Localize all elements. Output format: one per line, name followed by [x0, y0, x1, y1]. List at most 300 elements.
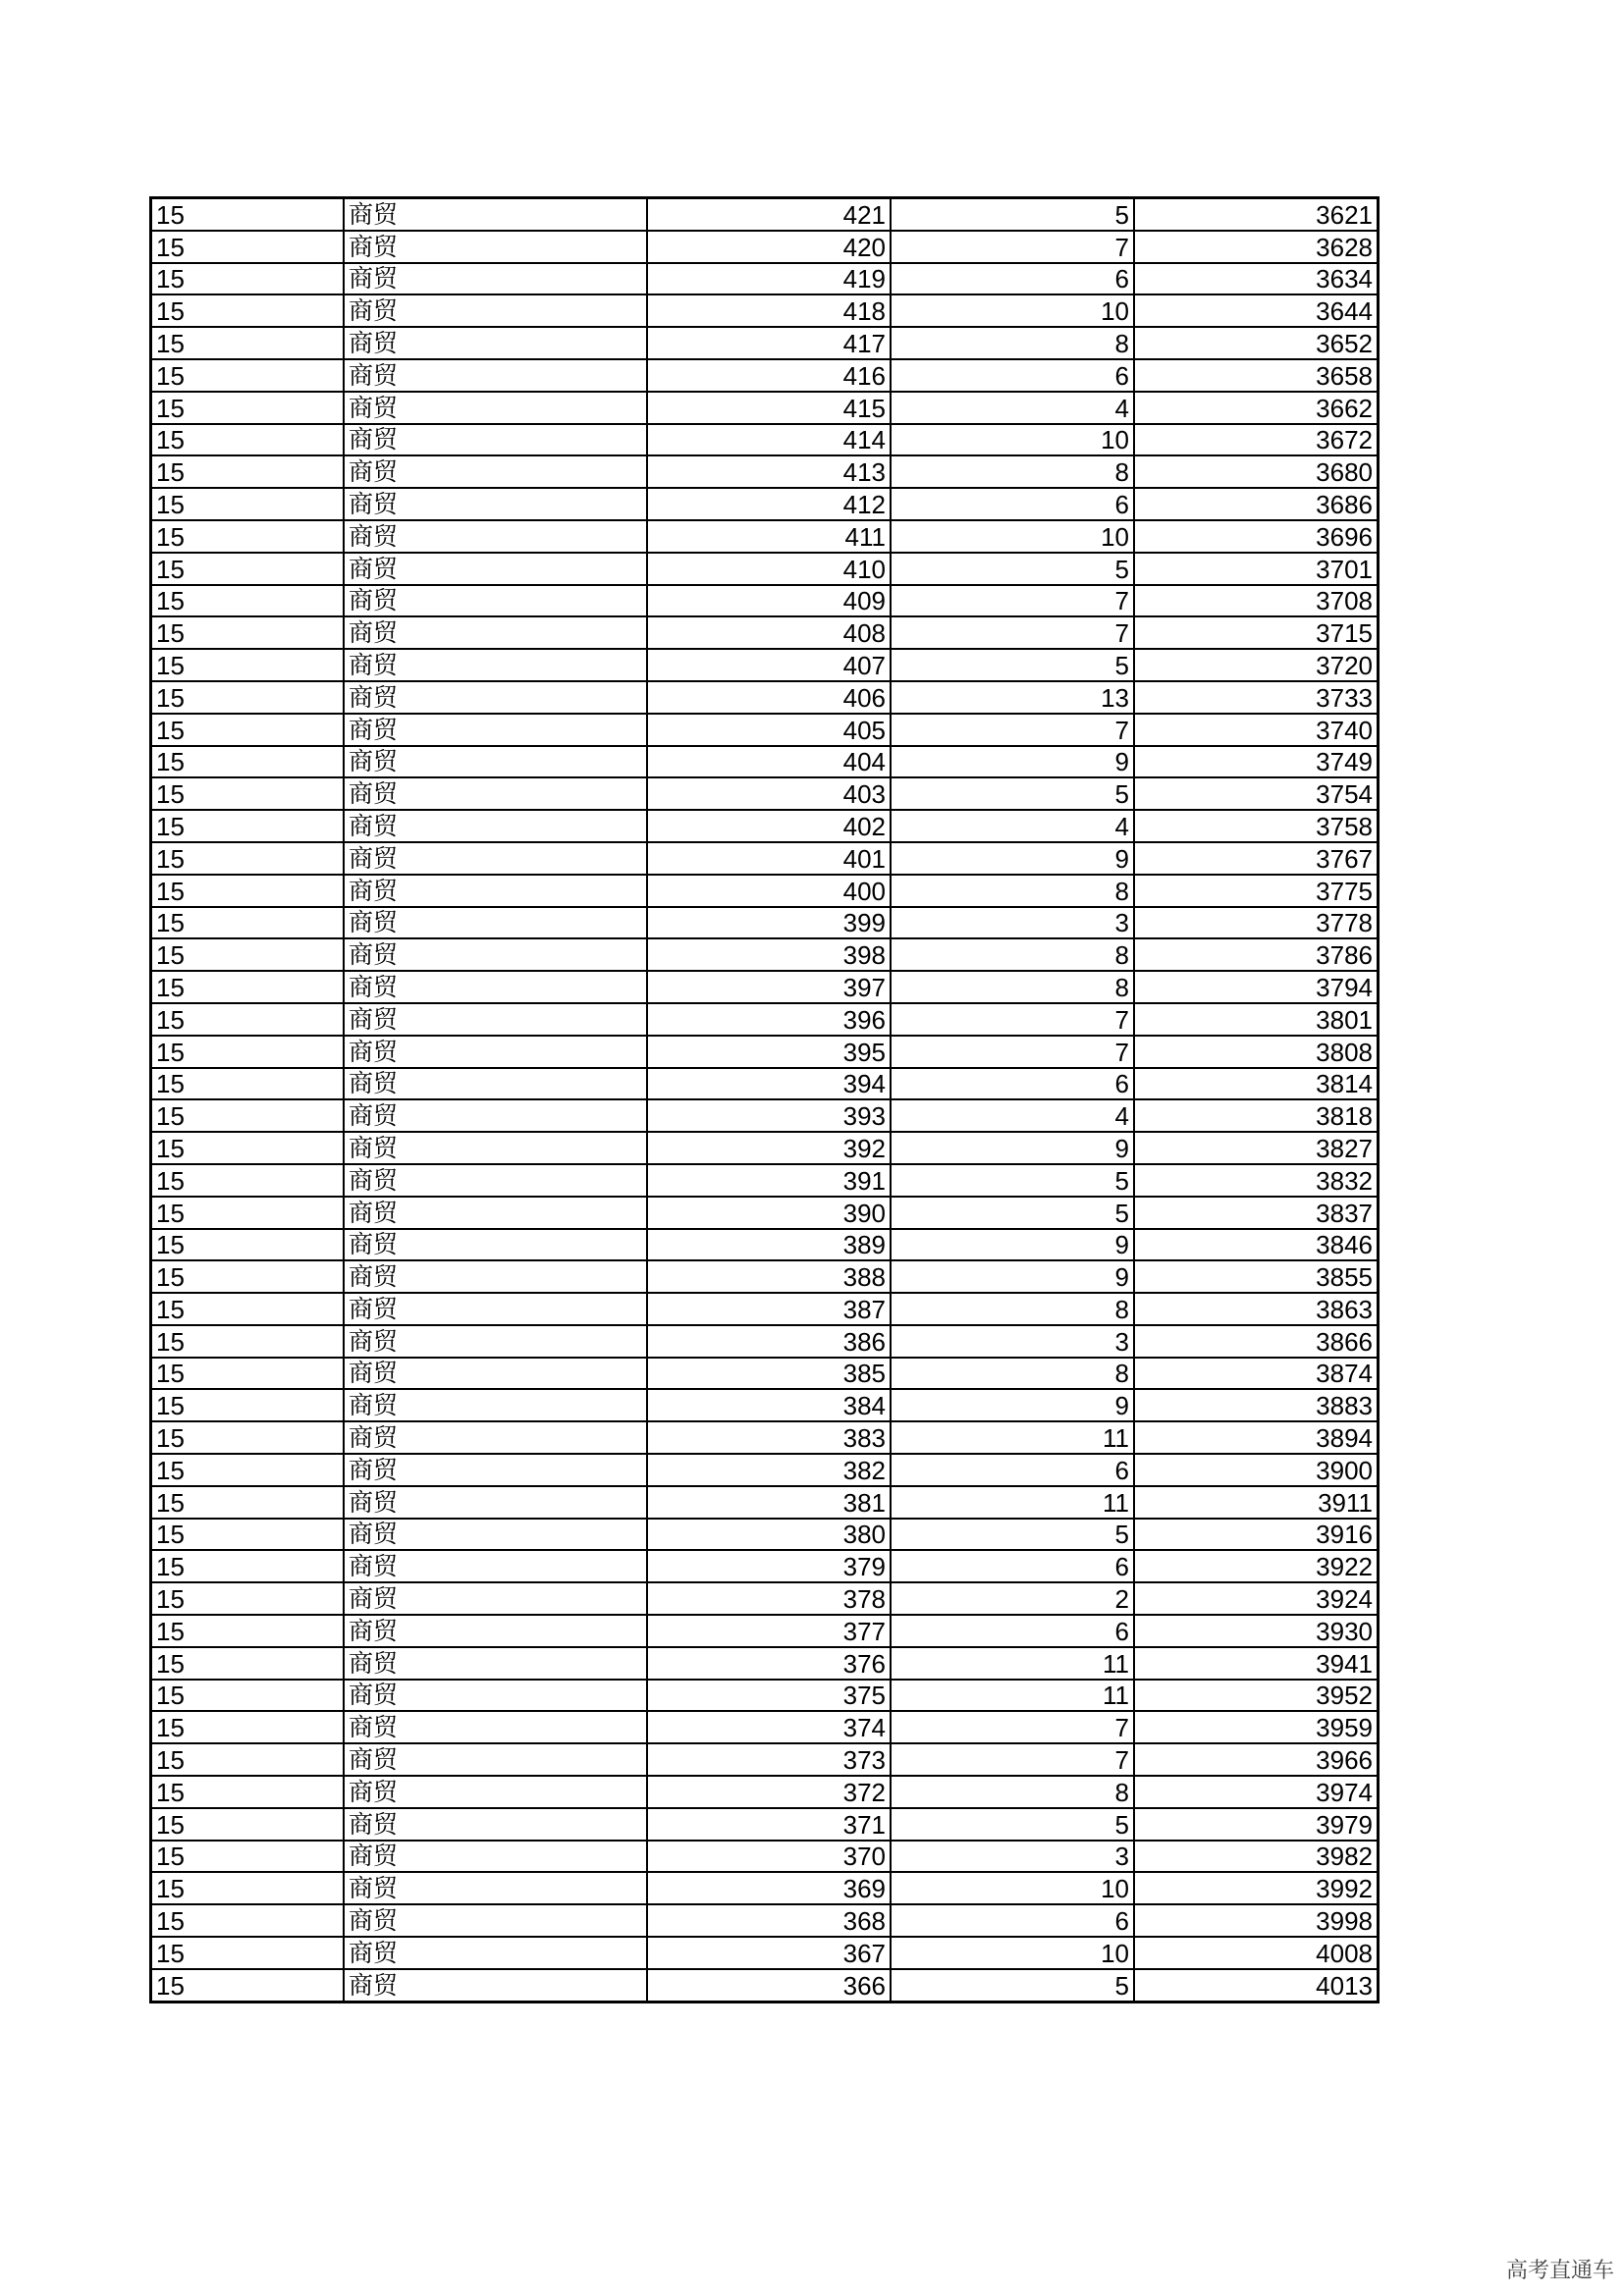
batch-cell: 15 [151, 1872, 345, 1904]
score-cell: 388 [647, 1260, 891, 1293]
score-cell: 367 [647, 1937, 891, 1969]
batch-cell: 15 [151, 1808, 345, 1841]
batch-cell: 15 [151, 327, 345, 359]
batch-cell: 15 [151, 1519, 345, 1551]
category-cell: 商贸 [344, 907, 647, 939]
table-row [151, 971, 1379, 1003]
category-cell: 商贸 [344, 1389, 647, 1421]
score-cell: 401 [647, 842, 891, 875]
table-row [151, 777, 1379, 810]
batch-cell: 15 [151, 714, 345, 746]
batch-cell: 15 [151, 1582, 345, 1615]
category-cell: 商贸 [344, 1421, 647, 1454]
category-cell: 商贸 [344, 1582, 647, 1615]
count-cell: 6 [891, 1454, 1134, 1486]
category-cell: 商贸 [344, 1872, 647, 1904]
cumulative-cell: 3767 [1134, 842, 1379, 875]
batch-cell: 15 [151, 263, 345, 295]
category-cell: 商贸 [344, 1325, 647, 1358]
category-cell: 商贸 [344, 1776, 647, 1808]
category-cell: 商贸 [344, 488, 647, 520]
category-cell: 商贸 [344, 198, 647, 231]
score-cell: 370 [647, 1841, 891, 1873]
category-cell: 商贸 [344, 327, 647, 359]
table-row [151, 1872, 1379, 1904]
score-cell: 374 [647, 1711, 891, 1743]
table-row [151, 1711, 1379, 1743]
score-cell: 372 [647, 1776, 891, 1808]
count-cell: 10 [891, 294, 1134, 327]
cumulative-cell: 3866 [1134, 1325, 1379, 1358]
cumulative-cell: 3808 [1134, 1036, 1379, 1068]
batch-cell: 15 [151, 1358, 345, 1390]
category-cell: 商贸 [344, 1454, 647, 1486]
cumulative-cell: 3814 [1134, 1068, 1379, 1100]
cumulative-cell: 3941 [1134, 1647, 1379, 1680]
count-cell: 3 [891, 907, 1134, 939]
category-cell: 商贸 [344, 263, 647, 295]
cumulative-cell: 3959 [1134, 1711, 1379, 1743]
count-cell: 7 [891, 231, 1134, 263]
table-row [151, 488, 1379, 520]
batch-cell: 15 [151, 616, 345, 649]
count-cell: 7 [891, 585, 1134, 617]
batch-cell: 15 [151, 875, 345, 907]
score-cell: 391 [647, 1164, 891, 1197]
batch-cell: 15 [151, 842, 345, 875]
batch-cell: 15 [151, 746, 345, 778]
batch-cell: 15 [151, 1743, 345, 1776]
category-cell: 商贸 [344, 842, 647, 875]
batch-cell: 15 [151, 1711, 345, 1743]
cumulative-cell: 3680 [1134, 455, 1379, 488]
score-cell: 387 [647, 1293, 891, 1325]
count-cell: 8 [891, 455, 1134, 488]
score-cell: 414 [647, 424, 891, 456]
count-cell: 6 [891, 1904, 1134, 1937]
category-cell: 商贸 [344, 1099, 647, 1132]
category-cell: 商贸 [344, 1615, 647, 1647]
category-cell: 商贸 [344, 1132, 647, 1164]
table-row [151, 1615, 1379, 1647]
score-table [149, 196, 1380, 2003]
table-row [151, 1550, 1379, 1582]
count-cell: 7 [891, 1711, 1134, 1743]
batch-cell: 15 [151, 294, 345, 327]
score-cell: 393 [647, 1099, 891, 1132]
score-cell: 415 [647, 392, 891, 424]
watermark: 高考直通车 [1505, 2259, 1614, 2283]
table-row [151, 1293, 1379, 1325]
category-cell: 商贸 [344, 1036, 647, 1068]
count-cell: 9 [891, 1260, 1134, 1293]
table-row [151, 1776, 1379, 1808]
count-cell: 6 [891, 1615, 1134, 1647]
batch-cell: 15 [151, 810, 345, 842]
score-cell: 397 [647, 971, 891, 1003]
batch-cell: 15 [151, 1293, 345, 1325]
score-cell: 403 [647, 777, 891, 810]
score-cell: 420 [647, 231, 891, 263]
count-cell: 5 [891, 1197, 1134, 1229]
batch-cell: 15 [151, 1904, 345, 1937]
category-cell: 商贸 [344, 1743, 647, 1776]
batch-cell: 15 [151, 455, 345, 488]
count-cell: 11 [891, 1421, 1134, 1454]
batch-cell: 15 [151, 1164, 345, 1197]
score-cell: 375 [647, 1680, 891, 1712]
table-row [151, 1486, 1379, 1519]
batch-cell: 15 [151, 1841, 345, 1873]
category-cell: 商贸 [344, 1293, 647, 1325]
score-cell: 366 [647, 1969, 891, 2002]
cumulative-cell: 3634 [1134, 263, 1379, 295]
score-table-body [151, 198, 1379, 2002]
count-cell: 4 [891, 1099, 1134, 1132]
table-row [151, 875, 1379, 907]
count-cell: 8 [891, 938, 1134, 971]
score-cell: 378 [647, 1582, 891, 1615]
category-cell: 商贸 [344, 1164, 647, 1197]
score-cell: 412 [647, 488, 891, 520]
table-row [151, 294, 1379, 327]
score-cell: 407 [647, 649, 891, 681]
category-cell: 商贸 [344, 1711, 647, 1743]
category-cell: 商贸 [344, 1260, 647, 1293]
score-cell: 399 [647, 907, 891, 939]
category-cell: 商贸 [344, 1904, 647, 1937]
cumulative-cell: 4008 [1134, 1937, 1379, 1969]
score-cell: 402 [647, 810, 891, 842]
batch-cell: 15 [151, 1776, 345, 1808]
table-row [151, 1003, 1379, 1036]
count-cell: 13 [891, 681, 1134, 714]
table-row [151, 1808, 1379, 1841]
score-cell: 381 [647, 1486, 891, 1519]
count-cell: 7 [891, 1743, 1134, 1776]
table-row [151, 553, 1379, 585]
score-cell: 409 [647, 585, 891, 617]
cumulative-cell: 3827 [1134, 1132, 1379, 1164]
batch-cell: 15 [151, 1969, 345, 2002]
table-row [151, 520, 1379, 553]
count-cell: 6 [891, 359, 1134, 392]
score-cell: 416 [647, 359, 891, 392]
table-row [151, 1164, 1379, 1197]
category-cell: 商贸 [344, 359, 647, 392]
table-row [151, 392, 1379, 424]
cumulative-cell: 3982 [1134, 1841, 1379, 1873]
cumulative-cell: 3778 [1134, 907, 1379, 939]
category-cell: 商贸 [344, 1841, 647, 1873]
table-row [151, 1519, 1379, 1551]
score-cell: 418 [647, 294, 891, 327]
score-cell: 417 [647, 327, 891, 359]
count-cell: 9 [891, 842, 1134, 875]
score-cell: 382 [647, 1454, 891, 1486]
cumulative-cell: 3922 [1134, 1550, 1379, 1582]
category-cell: 商贸 [344, 777, 647, 810]
score-cell: 369 [647, 1872, 891, 1904]
table-row [151, 1841, 1379, 1873]
table-row [151, 1036, 1379, 1068]
batch-cell: 15 [151, 359, 345, 392]
score-cell: 411 [647, 520, 891, 553]
table-row [151, 327, 1379, 359]
count-cell: 5 [891, 1164, 1134, 1197]
cumulative-cell: 3855 [1134, 1260, 1379, 1293]
score-cell: 410 [647, 553, 891, 585]
table-row [151, 1582, 1379, 1615]
table-row [151, 649, 1379, 681]
category-cell: 商贸 [344, 649, 647, 681]
cumulative-cell: 3652 [1134, 327, 1379, 359]
score-cell: 421 [647, 198, 891, 231]
count-cell: 11 [891, 1680, 1134, 1712]
batch-cell: 15 [151, 231, 345, 263]
cumulative-cell: 3686 [1134, 488, 1379, 520]
category-cell: 商贸 [344, 1068, 647, 1100]
category-cell: 商贸 [344, 1937, 647, 1969]
table-row [151, 585, 1379, 617]
score-cell: 406 [647, 681, 891, 714]
count-cell: 3 [891, 1325, 1134, 1358]
count-cell: 2 [891, 1582, 1134, 1615]
count-cell: 4 [891, 392, 1134, 424]
batch-cell: 15 [151, 520, 345, 553]
count-cell: 8 [891, 1293, 1134, 1325]
category-cell: 商贸 [344, 1647, 647, 1680]
table-row [151, 1647, 1379, 1680]
count-cell: 6 [891, 263, 1134, 295]
count-cell: 8 [891, 875, 1134, 907]
count-cell: 5 [891, 1969, 1134, 2002]
table-row [151, 1068, 1379, 1100]
cumulative-cell: 3863 [1134, 1293, 1379, 1325]
score-cell: 379 [647, 1550, 891, 1582]
cumulative-cell: 3992 [1134, 1872, 1379, 1904]
cumulative-cell: 3874 [1134, 1358, 1379, 1390]
score-cell: 385 [647, 1358, 891, 1390]
cumulative-cell: 3794 [1134, 971, 1379, 1003]
cumulative-cell: 3911 [1134, 1486, 1379, 1519]
batch-cell: 15 [151, 1260, 345, 1293]
category-cell: 商贸 [344, 1550, 647, 1582]
count-cell: 6 [891, 488, 1134, 520]
batch-cell: 15 [151, 1068, 345, 1100]
batch-cell: 15 [151, 1550, 345, 1582]
score-cell: 392 [647, 1132, 891, 1164]
count-cell: 8 [891, 971, 1134, 1003]
cumulative-cell: 3952 [1134, 1680, 1379, 1712]
category-cell: 商贸 [344, 1486, 647, 1519]
category-cell: 商贸 [344, 294, 647, 327]
table-row [151, 263, 1379, 295]
score-cell: 394 [647, 1068, 891, 1100]
cumulative-cell: 3621 [1134, 198, 1379, 231]
cumulative-cell: 3900 [1134, 1454, 1379, 1486]
batch-cell: 15 [151, 553, 345, 585]
batch-cell: 15 [151, 649, 345, 681]
table-row [151, 1743, 1379, 1776]
batch-cell: 15 [151, 1937, 345, 1969]
category-cell: 商贸 [344, 392, 647, 424]
category-cell: 商贸 [344, 1808, 647, 1841]
category-cell: 商贸 [344, 1358, 647, 1390]
count-cell: 9 [891, 1229, 1134, 1261]
score-cell: 413 [647, 455, 891, 488]
batch-cell: 15 [151, 1132, 345, 1164]
category-cell: 商贸 [344, 1197, 647, 1229]
cumulative-cell: 3924 [1134, 1582, 1379, 1615]
table-row [151, 198, 1379, 231]
batch-cell: 15 [151, 424, 345, 456]
category-cell: 商贸 [344, 231, 647, 263]
category-cell: 商贸 [344, 971, 647, 1003]
score-cell: 373 [647, 1743, 891, 1776]
table-row [151, 1132, 1379, 1164]
count-cell: 5 [891, 198, 1134, 231]
category-cell: 商贸 [344, 746, 647, 778]
count-cell: 5 [891, 1808, 1134, 1841]
cumulative-cell: 3644 [1134, 294, 1379, 327]
score-cell: 408 [647, 616, 891, 649]
category-cell: 商贸 [344, 810, 647, 842]
cumulative-cell: 4013 [1134, 1969, 1379, 2002]
table-row [151, 1904, 1379, 1937]
score-cell: 396 [647, 1003, 891, 1036]
score-cell: 400 [647, 875, 891, 907]
batch-cell: 15 [151, 938, 345, 971]
count-cell: 7 [891, 616, 1134, 649]
cumulative-cell: 3883 [1134, 1389, 1379, 1421]
cumulative-cell: 3701 [1134, 553, 1379, 585]
count-cell: 9 [891, 1389, 1134, 1421]
table-row [151, 1260, 1379, 1293]
category-cell: 商贸 [344, 681, 647, 714]
count-cell: 5 [891, 777, 1134, 810]
batch-cell: 15 [151, 198, 345, 231]
batch-cell: 15 [151, 1197, 345, 1229]
cumulative-cell: 3720 [1134, 649, 1379, 681]
table-row [151, 842, 1379, 875]
table-row [151, 1358, 1379, 1390]
cumulative-cell: 3758 [1134, 810, 1379, 842]
count-cell: 5 [891, 553, 1134, 585]
table-row [151, 616, 1379, 649]
category-cell: 商贸 [344, 1229, 647, 1261]
count-cell: 7 [891, 1036, 1134, 1068]
table-row [151, 424, 1379, 456]
score-cell: 371 [647, 1808, 891, 1841]
cumulative-cell: 3715 [1134, 616, 1379, 649]
score-cell: 389 [647, 1229, 891, 1261]
batch-cell: 15 [151, 1647, 345, 1680]
table-row [151, 810, 1379, 842]
count-cell: 5 [891, 1519, 1134, 1551]
count-cell: 8 [891, 1358, 1134, 1390]
batch-cell: 15 [151, 392, 345, 424]
table-row [151, 1969, 1379, 2002]
count-cell: 10 [891, 424, 1134, 456]
cumulative-cell: 3966 [1134, 1743, 1379, 1776]
category-cell: 商贸 [344, 938, 647, 971]
count-cell: 11 [891, 1647, 1134, 1680]
table-row [151, 359, 1379, 392]
table-row [151, 1099, 1379, 1132]
count-cell: 11 [891, 1486, 1134, 1519]
table-row [151, 938, 1379, 971]
score-cell: 368 [647, 1904, 891, 1937]
cumulative-cell: 3801 [1134, 1003, 1379, 1036]
cumulative-cell: 3733 [1134, 681, 1379, 714]
cumulative-cell: 3658 [1134, 359, 1379, 392]
category-cell: 商贸 [344, 1969, 647, 2002]
cumulative-cell: 3818 [1134, 1099, 1379, 1132]
cumulative-cell: 3894 [1134, 1421, 1379, 1454]
table-row [151, 681, 1379, 714]
score-cell: 405 [647, 714, 891, 746]
table-row [151, 1937, 1379, 1969]
score-cell: 376 [647, 1647, 891, 1680]
cumulative-cell: 3846 [1134, 1229, 1379, 1261]
category-cell: 商贸 [344, 714, 647, 746]
count-cell: 6 [891, 1550, 1134, 1582]
batch-cell: 15 [151, 681, 345, 714]
cumulative-cell: 3740 [1134, 714, 1379, 746]
table-row [151, 714, 1379, 746]
cumulative-cell: 3672 [1134, 424, 1379, 456]
table-row [151, 1454, 1379, 1486]
count-cell: 10 [891, 1937, 1134, 1969]
cumulative-cell: 3916 [1134, 1519, 1379, 1551]
score-cell: 383 [647, 1421, 891, 1454]
table-row [151, 1229, 1379, 1261]
score-cell: 384 [647, 1389, 891, 1421]
batch-cell: 15 [151, 1229, 345, 1261]
batch-cell: 15 [151, 971, 345, 1003]
batch-cell: 15 [151, 1680, 345, 1712]
table-row [151, 746, 1379, 778]
cumulative-cell: 3708 [1134, 585, 1379, 617]
score-cell: 380 [647, 1519, 891, 1551]
cumulative-cell: 3749 [1134, 746, 1379, 778]
cumulative-cell: 3974 [1134, 1776, 1379, 1808]
batch-cell: 15 [151, 1615, 345, 1647]
batch-cell: 15 [151, 1099, 345, 1132]
category-cell: 商贸 [344, 520, 647, 553]
table-row [151, 907, 1379, 939]
score-cell: 377 [647, 1615, 891, 1647]
score-cell: 390 [647, 1197, 891, 1229]
count-cell: 5 [891, 649, 1134, 681]
batch-cell: 15 [151, 1325, 345, 1358]
table-row [151, 1197, 1379, 1229]
count-cell: 8 [891, 327, 1134, 359]
batch-cell: 15 [151, 1036, 345, 1068]
batch-cell: 15 [151, 1003, 345, 1036]
category-cell: 商贸 [344, 1519, 647, 1551]
cumulative-cell: 3930 [1134, 1615, 1379, 1647]
score-cell: 404 [647, 746, 891, 778]
category-cell: 商贸 [344, 616, 647, 649]
category-cell: 商贸 [344, 1680, 647, 1712]
cumulative-cell: 3754 [1134, 777, 1379, 810]
category-cell: 商贸 [344, 553, 647, 585]
count-cell: 9 [891, 746, 1134, 778]
cumulative-cell: 3998 [1134, 1904, 1379, 1937]
batch-cell: 15 [151, 907, 345, 939]
